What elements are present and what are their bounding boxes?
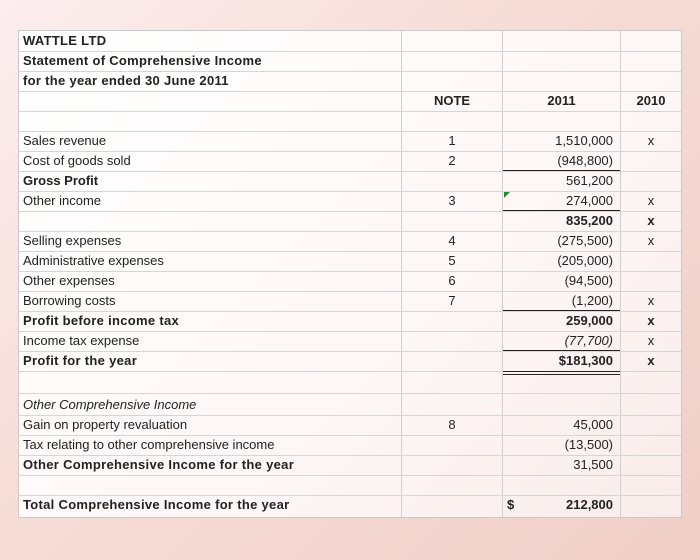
oci-2011-tax <box>503 435 617 455</box>
value-2011: 31,500 <box>573 457 613 472</box>
oci-heading: Other Comprehensive Income <box>23 397 197 412</box>
row-note-other-income: 3 <box>448 193 456 208</box>
row-label-tax: Income tax expense <box>23 333 140 348</box>
row-2011-subtotal <box>503 211 617 231</box>
row-2011-admin <box>503 251 617 271</box>
grid-line <box>19 475 681 476</box>
row-2010-sales: x <box>647 133 655 148</box>
double-underline <box>503 371 620 375</box>
row-note-selling: 4 <box>448 233 456 248</box>
column-header-note: NOTE <box>433 93 471 108</box>
row-2011-cogs <box>503 151 617 171</box>
row-label-gross-profit: Gross Profit <box>23 173 99 188</box>
row-2010-tax: x <box>647 333 655 348</box>
row-2010-profit-year: x <box>647 353 655 368</box>
row-2011-selling <box>503 231 617 251</box>
spreadsheet-grid <box>18 30 682 518</box>
value-2011: 835,200 <box>566 213 613 228</box>
value-2011: (1,200) <box>571 293 613 308</box>
row-2011-pbt <box>503 311 617 331</box>
value-2011: 1,510,000 <box>555 133 613 148</box>
oci-label-tax: Tax relating to other comprehensive income <box>23 437 275 452</box>
row-note-borrowing: 7 <box>448 293 456 308</box>
oci-note-revaluation: 8 <box>448 417 456 432</box>
row-label-borrowing: Borrowing costs <box>23 293 116 308</box>
row-note-admin: 5 <box>448 253 456 268</box>
value-2011: 259,000 <box>566 313 613 328</box>
column-header-2011: 2011 <box>547 93 576 108</box>
row-2011-sales <box>503 131 617 151</box>
row-2010-pbt: x <box>647 313 655 328</box>
row-2010-subtotal: x <box>647 213 655 228</box>
grid-line <box>19 111 681 112</box>
total-currency: $ <box>507 497 515 512</box>
row-label-selling: Selling expenses <box>23 233 122 248</box>
statement-title: Statement of Comprehensive Income <box>23 53 262 68</box>
row-label-other-income: Other income <box>23 193 102 208</box>
value-2011: (205,000) <box>557 253 613 268</box>
row-2011-gross-profit <box>503 171 617 191</box>
row-2010-other-income: x <box>647 193 655 208</box>
total-label: Total Comprehensive Income for the year <box>23 497 290 512</box>
value-2011: (948,800) <box>557 153 613 168</box>
value-2011: (77,700) <box>564 333 613 348</box>
row-2010-selling: x <box>647 233 655 248</box>
value-2011: 561,200 <box>566 173 613 188</box>
oci-label-total: Other Comprehensive Income for the year <box>23 457 295 472</box>
value-2011: 45,000 <box>573 417 613 432</box>
oci-2011-total <box>503 455 617 475</box>
total-value-cell <box>503 495 617 515</box>
grid-line <box>19 393 681 394</box>
row-note-sales: 1 <box>448 133 456 148</box>
row-label-admin: Administrative expenses <box>23 253 164 268</box>
value-2011: (275,500) <box>557 233 613 248</box>
row-2011-other-expenses <box>503 271 617 291</box>
value-2011: $181,300 <box>558 353 613 368</box>
row-2010-borrowing: x <box>647 293 655 308</box>
row-label-sales: Sales revenue <box>23 133 107 148</box>
total-value: 212,800 <box>566 497 613 512</box>
row-label-pbt: Profit before income tax <box>23 313 180 328</box>
statement-period: for the year ended 30 June 2011 <box>23 73 229 88</box>
row-2011-borrowing <box>503 291 617 311</box>
row-2011-tax <box>503 331 617 351</box>
value-2011: 274,000 <box>566 193 613 208</box>
row-note-cogs: 2 <box>448 153 456 168</box>
column-header-2010: 2010 <box>636 93 666 108</box>
value-2011: (13,500) <box>564 437 613 452</box>
row-label-other-expenses: Other expenses <box>23 273 115 288</box>
row-label-profit-year: Profit for the year <box>23 353 138 368</box>
value-2011: (94,500) <box>564 273 613 288</box>
oci-label-revaluation: Gain on property revaluation <box>23 417 188 432</box>
company-name: WATTLE LTD <box>23 33 107 48</box>
row-2011-other-income <box>503 191 617 211</box>
oci-2011-revaluation <box>503 415 617 435</box>
row-2011-profit-year <box>503 351 617 371</box>
row-label-cogs: Cost of goods sold <box>23 153 131 168</box>
row-note-other-expenses: 6 <box>448 273 456 288</box>
